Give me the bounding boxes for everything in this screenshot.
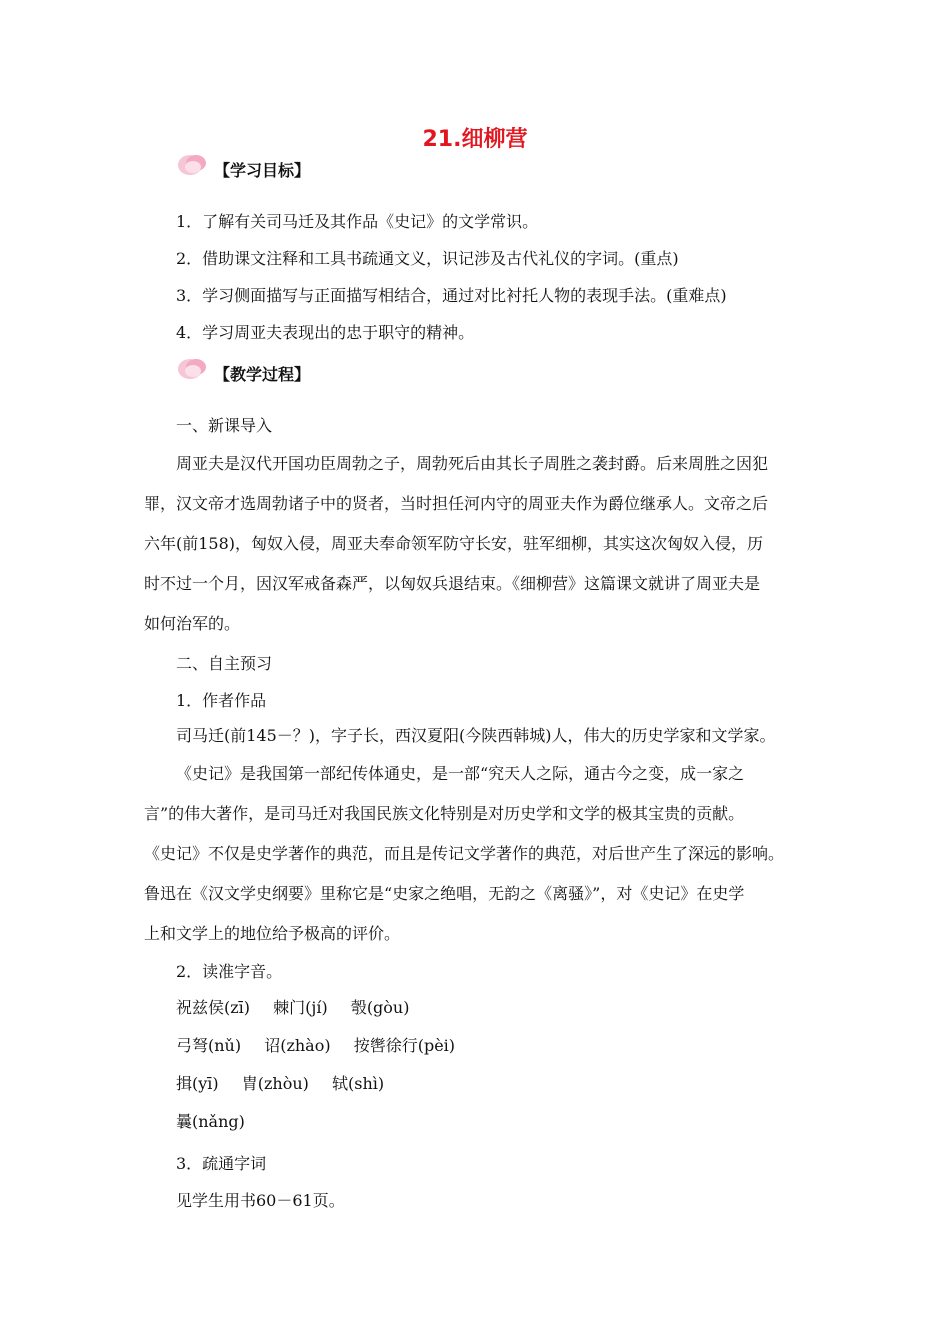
pinyin-item: 诏(zhào) [264,1036,331,1055]
pinyin-item: 弓弩(nǔ) [176,1036,242,1055]
paragraph-line: 周亚夫是汉代开国功臣周勃之子，周勃死后由其长子周胜之袭封爵。后来周胜之因犯 [176,454,769,473]
part-heading: 二、自主预习 [176,654,273,673]
section-label: 【教学过程】 [214,365,311,384]
goal-item: 2．借助课文注释和工具书疏通文义，识记涉及古代礼仪的字词。(重点) [176,249,679,268]
pinyin-item: 按辔徐行(pèi) [353,1036,456,1055]
sub-heading: 1．作者作品 [176,691,267,710]
paragraph-line: 六年(前158)，匈奴入侵，周亚夫奉命领军防守长安，驻军细柳，其实这次匈奴入侵，历 [144,534,764,553]
pinyin-item: 祝兹侯(zī) [176,998,251,1017]
paragraph-line: 罪，汉文帝才选周勃诸子中的贤者，当时担任河内守的周亚夫作为爵位继承人。文帝之后 [144,494,769,513]
pinyin-row [176,1034,473,1058]
pinyin-item: 轼(shì) [332,1074,385,1093]
paragraph-line: 《史记》不仅是史学著作的典范，而且是传记文学著作的典范，对后世产生了深远的影响。 [144,844,785,863]
section-label: 【学习目标】 [214,161,311,180]
pinyin-row [176,1110,263,1134]
paragraph-line: 上和文学上的地位给予极高的评价。 [144,924,401,943]
goal-item: 4．学习周亚夫表现出的忠于职守的精神。 [176,323,475,342]
sub-heading: 2．读准字音。 [176,962,283,981]
goal-item: 3．学习侧面描写与正面描写相结合，通过对比衬托人物的表现手法。(重难点) [176,286,727,305]
paragraph-line: 司马迁(前145－？)，字子长，西汉夏阳(今陕西韩城)人，伟大的历史学家和文学家。 [176,726,776,745]
paragraph-line: 见学生用书60－61页。 [176,1191,345,1210]
pinyin-item: 彀(gòu) [350,998,410,1017]
section-heading-process [176,352,310,385]
pinyin-item: 胄(zhòu) [241,1074,309,1093]
pinyin-item: 曩(nǎng) [176,1112,245,1131]
paragraph-line: 言”的伟大著作，是司马迁对我国民族文化特别是对历史学和文学的极其宝贵的贡献。 [144,804,745,823]
goal-item: 1．了解有关司马迁及其作品《史记》的文学常识。 [176,212,539,231]
page-title: 21.细柳营 [422,127,528,152]
paragraph-line: 《史记》是我国第一部纪传体通史，是一部“究天人之际，通古今之变，成一家之 [176,764,745,783]
part-heading: 一、新课导入 [176,416,273,435]
paragraph-line: 鲁迅在《汉文学史纲要》里称它是“史家之绝唱，无韵之《离骚》”，对《史记》在史学 [144,884,745,903]
pinyin-row [176,996,427,1020]
paragraph-line: 时不过一个月，因汉军戒备森严，以匈奴兵退结束。《细柳营》这篇课文就讲了周亚夫是 [144,574,761,593]
pink-petal-icon [176,355,210,383]
sub-heading: 3．疏通字词 [176,1154,267,1173]
pinyin-item: 揖(yī) [176,1074,219,1093]
pink-petal-icon [176,151,210,179]
section-heading-goals [176,148,310,181]
pinyin-row [176,1072,402,1096]
paragraph-line: 如何治军的。 [144,614,241,633]
pinyin-item: 棘门(jí) [273,998,328,1017]
